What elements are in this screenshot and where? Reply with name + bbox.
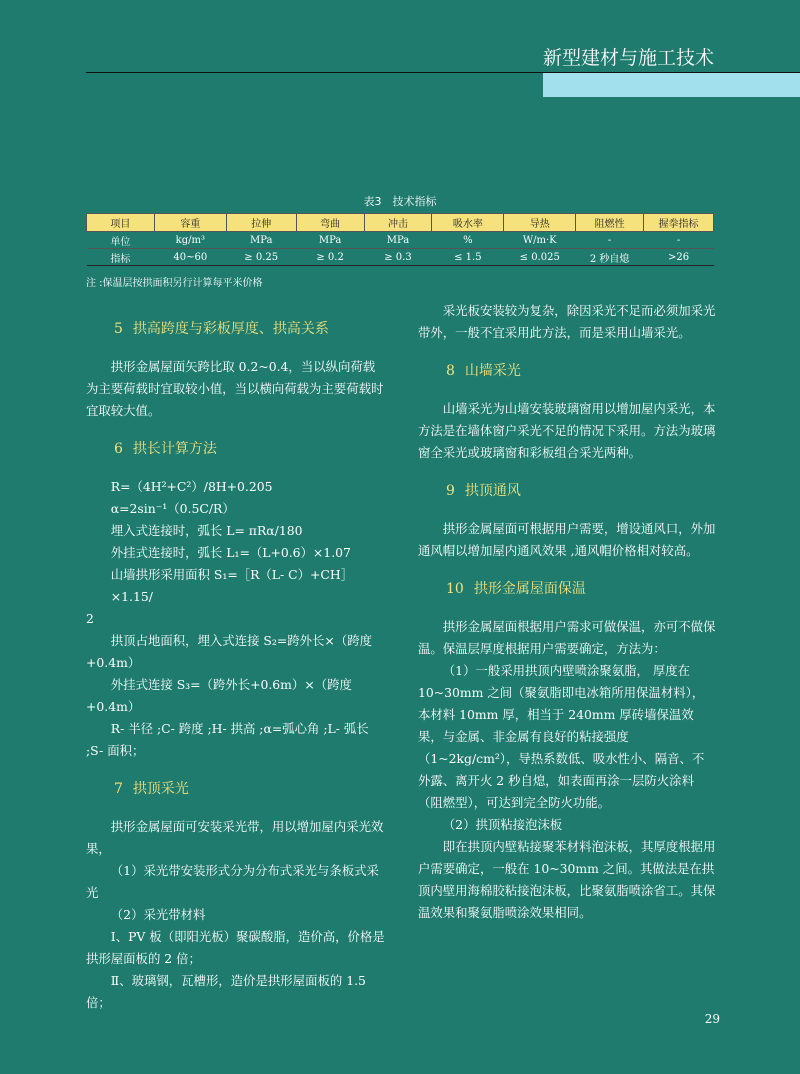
paragraph: 拱形金属屋面可根据用户需要，增设通风口，外加通风帽以增加屋内通风效果 ,通风帽价格相对较高。: [418, 521, 716, 558]
formula: 外挂式连接时，弧长 L₁=（L+0.6）×1.07: [110, 545, 351, 560]
formula: 埋入式连接时，弧长 L= πRα/180: [110, 523, 303, 538]
table-cell: -: [576, 232, 644, 249]
section-heading: 5 拱高跨度与彩板厚度、拱高关系: [114, 321, 329, 337]
left-column: [86, 300, 386, 1014]
paragraph: （2）采光带材料: [110, 907, 206, 922]
table-caption: 表3 技术指标: [363, 195, 437, 208]
paragraph: Ⅱ、玻璃钢，瓦槽形，造价是拱形屋面板的 1.5 倍；: [86, 973, 366, 1010]
table-row: [87, 249, 714, 266]
section-heading: 10 拱形金属屋面保温: [446, 581, 586, 597]
table-cell: W/m·K: [504, 232, 576, 249]
paragraph: 拱形金属屋面根据用户需求可做保温，亦可不做保温。保温层厚度根据用户需要确定，方法为：: [418, 619, 716, 656]
table-header-cell: 吸水率: [432, 214, 504, 232]
table-cell: 指标: [87, 249, 155, 266]
paragraph: 拱形金属屋面矢跨比取 0.2~0.4，当以纵向荷载为主要荷载时宜取较小值，当以横向荷载为主要荷载时宜取较大值。: [86, 359, 384, 418]
table-cell: ≥ 0.2: [296, 249, 364, 266]
spec-table: [86, 213, 714, 266]
table-cell: %: [432, 232, 504, 249]
table-cell: 单位: [87, 232, 155, 249]
page-number: 29: [704, 1012, 720, 1026]
formula: α=2sin⁻¹（0.5C/R）: [110, 501, 235, 516]
section-heading: 6 拱长计算方法: [114, 441, 217, 457]
formula-continued: 2: [86, 611, 94, 626]
formula: 山墙拱形采用面积 S₁=［R（L- C）+CH］×1.15/: [110, 567, 354, 604]
table-header-cell: 拉伸: [226, 214, 296, 232]
table-cell: MPa: [364, 232, 432, 249]
section-heading: 9 拱顶通风: [446, 483, 521, 499]
section-heading: 8 山墙采光: [446, 363, 521, 379]
table-header-cell: 阻燃性: [576, 214, 644, 232]
table-note: 注 :保温层按拱面积另行计算每平米价格: [86, 278, 263, 289]
formula: 外挂式连接 S₃=（跨外长+0.6m）×（跨度+0.4m）: [86, 677, 352, 714]
formula: 拱顶占地面积，埋入式连接 S₂=跨外长×（跨度+0.4m）: [86, 633, 372, 670]
table-cell: ≥ 0.25: [226, 249, 296, 266]
table-cell: kg/m³: [154, 232, 226, 249]
section-heading: 7 拱顶采光: [114, 781, 189, 797]
table-header-row: [87, 214, 714, 232]
paragraph: Ⅰ、PV 板（即阳光板）聚碳酸脂，造价高，价格是拱形屋面板的 2 倍；: [86, 929, 385, 966]
table-header-cell: 弯曲: [296, 214, 364, 232]
journal-section-title: 新型建材与施工技术: [543, 47, 715, 69]
table-row: [87, 232, 714, 249]
paragraph: （2）拱顶粘接泡沫板: [442, 817, 563, 832]
table-cell: ≤ 0.025: [504, 249, 576, 266]
paragraph: 拱形金属屋面可安装采光带，用以增加屋内采光效果，: [86, 819, 384, 856]
table-header-cell: 握拳指标: [644, 214, 714, 232]
table-header-cell: 导热: [504, 214, 576, 232]
formula: R=（4H²+C²）/8H+0.205: [110, 479, 273, 494]
table-cell: ≥ 0.3: [364, 249, 432, 266]
table-cell: ≤ 1.5: [432, 249, 504, 266]
table-header-cell: 冲击: [364, 214, 432, 232]
right-column: [418, 300, 716, 924]
table-cell: MPa: [226, 232, 296, 249]
table-cell: MPa: [296, 232, 364, 249]
table-cell: 40~60: [154, 249, 226, 266]
table-cell: 2 秒自熄: [576, 249, 644, 266]
paragraph: （1）一般采用拱顶内壁喷涂聚氨脂， 厚度在 10~30mm 之间（聚氨脂即电冰箱所用保温材料），本材料 10mm 厚，相当于 240mm 厚砖墙保温效果，与金属、非金属有良好的粘接强度（1~2kg/cm²），导热系数低、吸水性小、隔音、不外露、离开火 2 秒自熄，如表面再涂一层防火涂料（阻燃型），可达到完全防火功能。: [418, 663, 705, 810]
table-header-cell: 项目: [87, 214, 155, 232]
paragraph: 山墙采光为山墙安装玻璃窗用以增加屋内采光，本方法是在墙体窗户采光不足的情况下采用。方法为玻璃窗全采光或玻璃窗和彩板组合采光两种。: [418, 401, 716, 460]
paragraph: 即在拱顶内壁粘接聚苯材料泡沫板，其厚度根据用户需要确定，一般在 10~30mm 之间。其做法是在拱顶内壁用海棉胶粘接泡沫板，比聚氨脂喷涂省工。其保温效果和聚氨脂喷涂效果相同。: [418, 839, 716, 920]
table-cell: >26: [644, 249, 714, 266]
paragraph: （1）采光带安装形式分为分布式采光与条板式采光: [86, 863, 379, 900]
header-accent-bar: [543, 73, 800, 97]
formula-legend: R- 半径 ;C- 跨度 ;H- 拱高 ;α=弧心角 ;L- 弧长 ;S- 面积；: [86, 721, 369, 758]
table-cell: -: [644, 232, 714, 249]
paragraph: 采光板安装较为复杂，除因采光不足而必须加采光带外，一般不宜采用此方法，而是采用山墙采光。: [418, 303, 716, 340]
table-header-cell: 容重: [154, 214, 226, 232]
